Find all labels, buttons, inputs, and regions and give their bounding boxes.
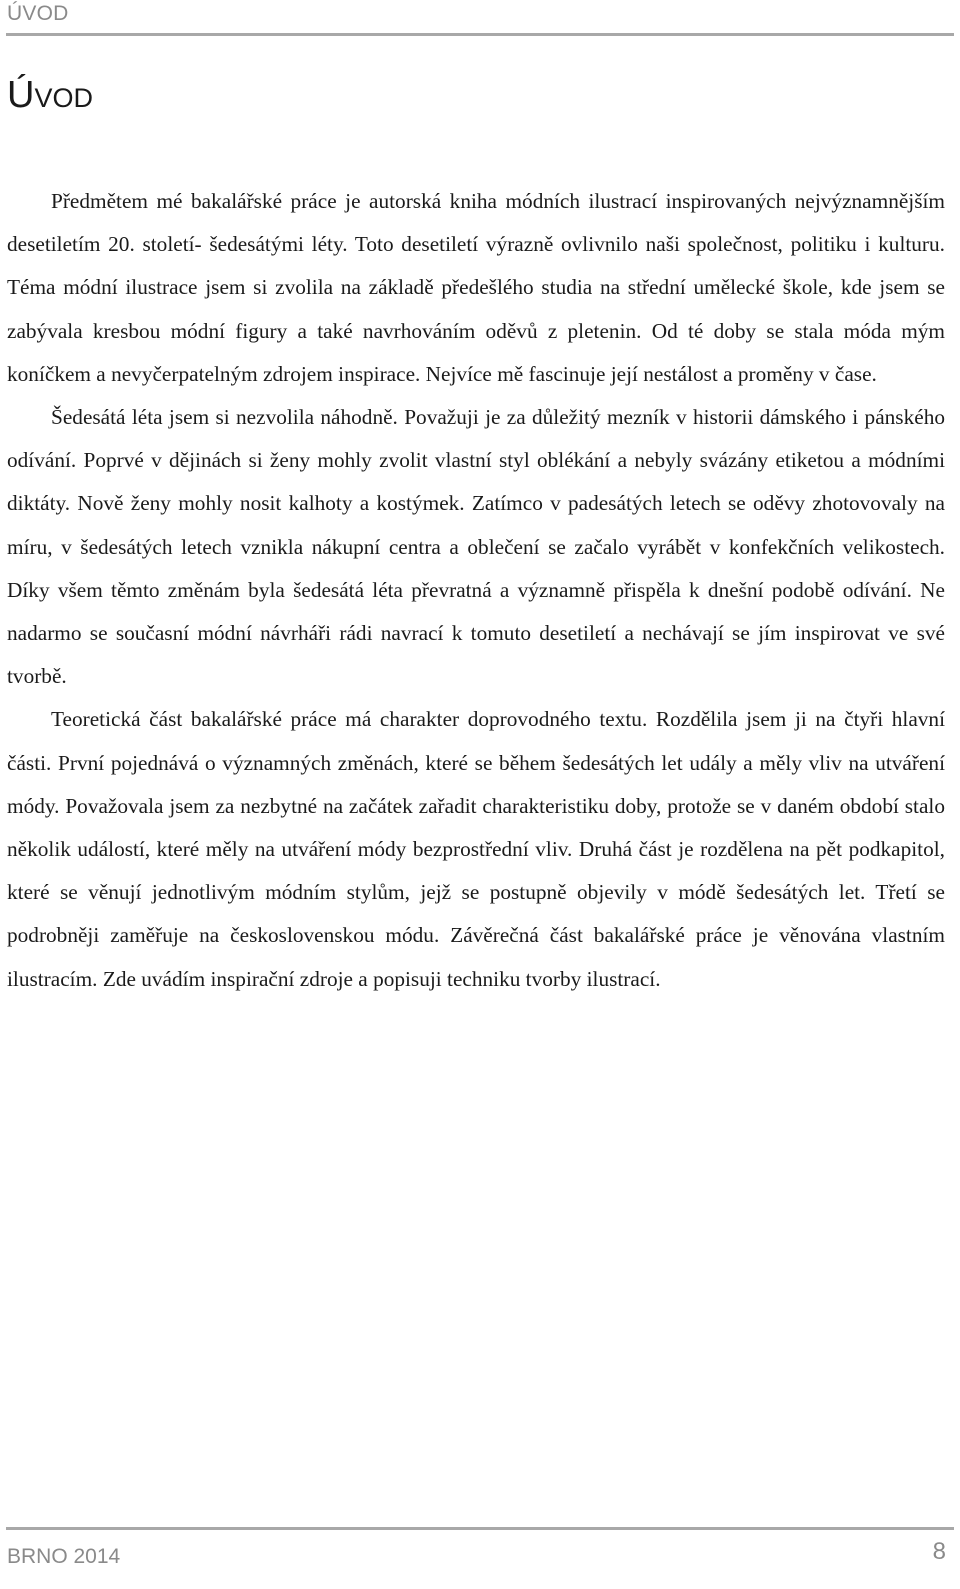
- paragraph-sixties: Šedesátá léta jsem si nezvolila náhodně. Považuji je za důležitý mezník v historii dámského i pánského odívání. Poprvé v dějinách si ženy mohly zvolit vlastní styl oblékání a nebyly svázány etiketou a módními diktáty. Nově ženy mohly nosit kalhoty a kostýmek. Zatímco v padesátých letech se oděvy zhotovovaly na míru, v šedesátých letech vznikla nákupní centra a oblečení se začalo vyrábět v konfekčních velikostech. Díky všem těmto změnám byla šedesátá léta převratná a významně přispěla k dnešní podobě odívání. Ne nadarmo se současní módní návrháři rádi navrací k tomuto desetiletí a nechávají se jím inspirovat ve své tvorbě.: [7, 405, 945, 689]
- paragraph-intro: Předmětem mé bakalářské práce je autorská kniha módních ilustrací inspirovaných nejvýznamnějším desetiletím 20. století- šedesátými léty. Toto desetiletí výrazně ovlivnilo naši společnost, politiku i kulturu. Téma módní ilustrace jsem si zvolila na základě předešlého studia na střední umělecké škole, kde jsem se zabývala kresbou módní figury a také navrhováním oděvů z pletenin. Od té doby se stala móda mým koníčkem a nevyčerpatelným zdrojem inspirace. Nejvíce mě fascinuje její nestálost a proměny v čase.: [7, 189, 945, 386]
- page-title: Úvod: [7, 74, 93, 116]
- running-header: ÚVOD: [7, 2, 69, 25]
- paragraph-structure: Teoretická část bakalářské práce má charakter doprovodného textu. Rozdělila jsem ji na čtyři hlavní části. První pojednává o významných změnách, které se během šedesátých let udály a měly vliv na utváření módy. Považovala jsem za nezbytné na začátek zařadit charakteristiku doby, protože se v daném období stalo několik událostí, které měly na utváření módy bezprostřední vliv. Druhá část je rozdělena na pět podkapitol, které se věnují jednotlivým módním stylům, jejž se postupně objevily v módě šedesátých let. Třetí se podrobněji zaměřuje na československou módu. Závěrečná část bakalářské práce je věnována vlastním ilustracím. Zde uvádím inspirační zdroje a popisuji techniku tvorby ilustrací.: [7, 707, 945, 991]
- footer-location-year: BRNO 2014: [7, 1545, 121, 1568]
- page-number: 8: [932, 1538, 946, 1565]
- header-divider: [6, 33, 954, 36]
- footer-divider: [6, 1527, 954, 1530]
- body-text: [7, 180, 945, 1001]
